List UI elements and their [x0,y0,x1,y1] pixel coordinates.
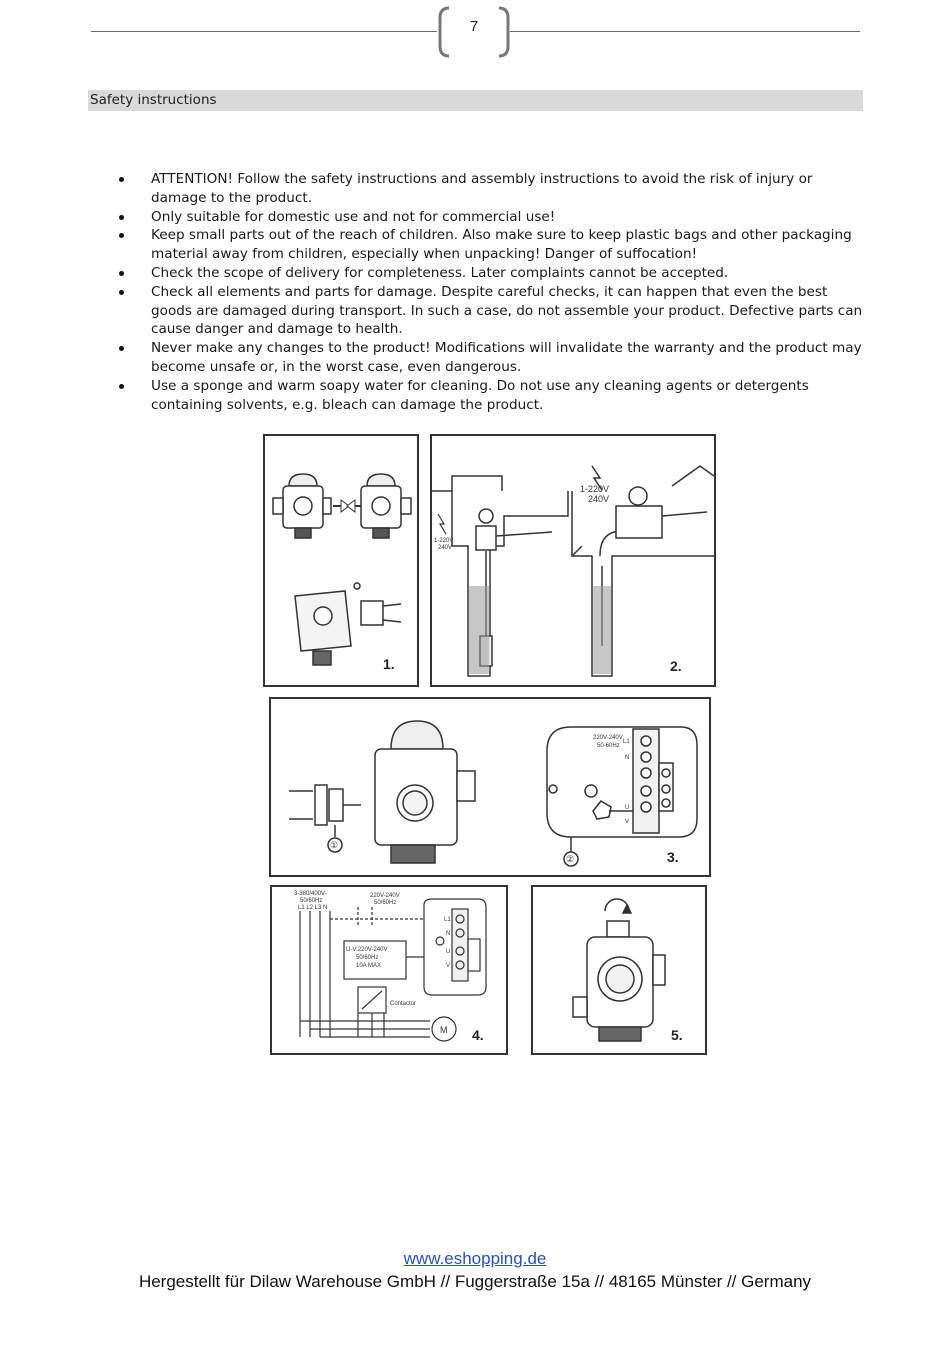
safety-instructions-list [113,170,865,414]
voltage-label: 50/60Hz [300,898,323,904]
list-item: Use a sponge and warm soapy water for cleaning. Do not use any cleaning agents or detergents containing solvents, e.g. bleach can damage the product. [113,377,865,415]
list-item: Only suitable for domestic use and not for commercial use! [113,208,865,227]
voltage-label: 240V [588,494,610,504]
voltage-label: 220V-240V [593,735,623,741]
lightning-icon [438,514,446,534]
figure-number: 4. [472,1027,484,1043]
page-number-bracket [437,6,511,58]
terminal-label: V [446,963,451,969]
callout-label: ② [566,854,575,864]
list-item: Check the scope of delivery for completeness. Later complaints cannot be accepted. [113,264,865,283]
installation-illustration [432,436,714,685]
voltage-label: 1-220V [434,538,454,544]
bullet-icon [119,215,124,220]
bullet-icon [119,384,124,389]
terminal-label: V [625,819,630,825]
bullet-icon [119,177,124,182]
figure-number: 5. [671,1027,683,1043]
wiring-illustration [271,699,709,875]
voltage-label: 50/60Hz [374,900,397,906]
section-header [88,90,863,111]
voltage-label: L1 L2 L3 N [298,905,328,911]
voltage-label: 240V [438,545,453,551]
contactor-wiring-illustration [272,887,506,1053]
terminal-label: L1 [623,739,630,745]
section-title: Safety instructions [90,92,217,108]
bullet-icon [119,290,124,295]
manufacturer-address: Hergestellt für Dilaw Warehouse GmbH // Fuggerstraße 15a // 48165 Münster // Germany [138,1272,812,1291]
bullet-icon [119,271,124,276]
figure-number: 2. [670,658,682,674]
terminal-label: N [625,755,630,761]
control-label: U-V:220V-240V [346,947,388,953]
list-item: Check all elements and parts for damage. Despite careful checks, it can happen that even the best goods are damaged during transport. In such a case, do not assemble your product. Defective parts can cause danger and damage to health. [113,283,865,339]
figure-4-contactor-wiring [270,885,508,1055]
terminal-label: U [625,805,630,811]
contactor-label: Contactor [390,1001,417,1007]
voltage-label: 50-60Hz [597,743,620,749]
figure-number: 3. [667,849,679,865]
callout-label: ① [330,840,339,850]
figure-5-adjustment [531,885,707,1055]
control-label: 10A MAX [356,963,382,969]
terminal-label: U [446,949,451,955]
pump-assembly-illustration [265,436,417,685]
header-rule-left [91,31,437,32]
voltage-label: 220V-240V [370,893,400,899]
figure-2-installation [430,434,716,687]
bullet-icon [119,233,124,238]
figure-3-wiring [269,697,711,877]
header-rule-right [510,31,860,32]
terminal-label: N [446,931,451,937]
motor-label: M [440,1025,448,1035]
voltage-label: 1-220V [580,484,610,494]
figure-1-assembly [263,434,419,687]
terminal-label: L1 [444,917,451,923]
list-item: ATTENTION! Follow the safety instructions and assembly instructions to avoid the risk of injury or damage to the product. [113,170,865,208]
website-link[interactable]: www.eshopping.de [403,1249,547,1268]
page-number: 7 [469,18,479,35]
list-item: Keep small parts out of the reach of children. Also make sure to keep plastic bags and other packaging material away from children, especially when unpacking! Danger of suffocation! [113,226,865,264]
voltage-label: 3-380/400V- [294,891,327,897]
figure-number: 1. [383,656,395,672]
control-label: 50/60Hz [356,955,379,961]
list-item: Never make any changes to the product! Modifications will invalidate the warranty and the product may become unsafe or, in the worst case, even dangerous. [113,339,865,377]
bullet-icon [119,346,124,351]
